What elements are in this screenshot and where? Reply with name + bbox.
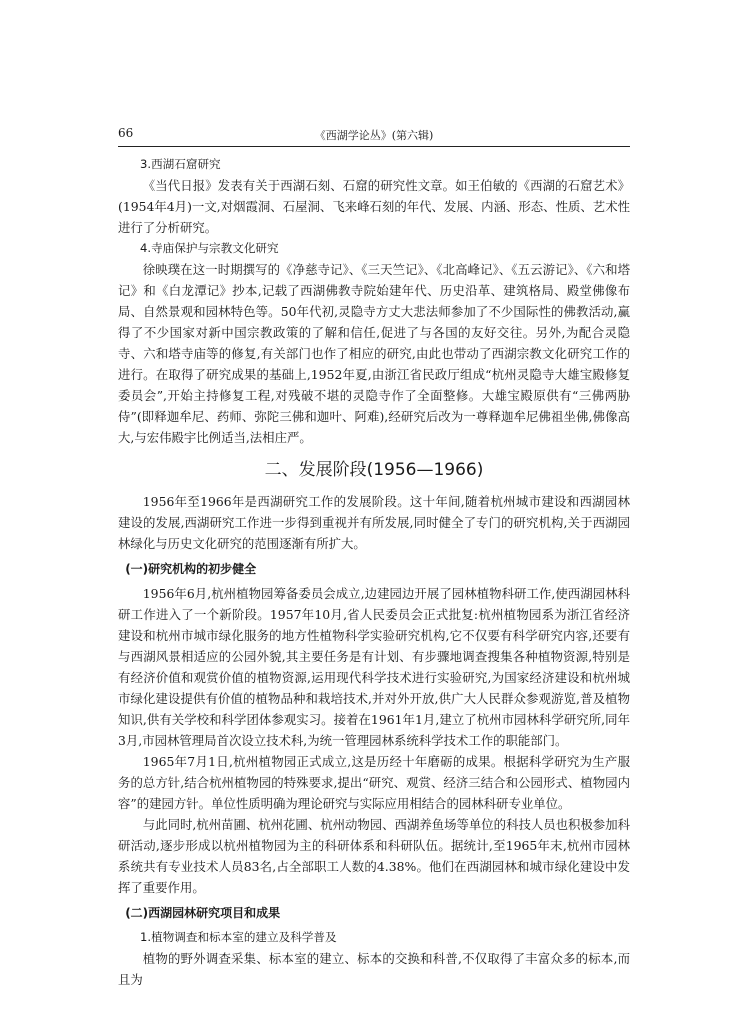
subsection-heading: 3.西湖石窟研究 (140, 157, 221, 171)
paragraph: 植物的野外调查采集、标本室的建立、标本的交换和科普,不仅取得了丰富众多的标本,而且为 (118, 951, 630, 987)
paragraph: 徐映璞在这一时期撰写的《净慈寺记》、《三天竺记》、《北高峰记》、《五云游记》、《六和塔记》和《白龙潭记》抄本,记载了西湖佛教寺院始建年代、历史沿革、建筑格局、殿堂佛像布局、自然景观和园林特色等。50年代初,灵隐寺方丈大悲法师参加了不少国际性的佛教活动,赢得了不少国家对新中国宗教政策的了解和信任,促进了与各国的友好交往。另外,为配合灵隐寺、六和塔寺庙等的修复,有关部门也作了相应的研究,由此也带动了西湖宗教文化研究工作的进行。在取得了研究成果的基础上,1952年夏,由浙江省民政厅组成“杭州灵隐寺大雄宝殿修复委员会”,开始主持修复工程,对残破不堪的灵隐寺作了全面整修。大雄宝殿原供有“三佛两胁侍”(即释迦牟尼、药师、弥陀三佛和迦叶、阿难),经研究后改为一尊释迦牟尼佛祖坐佛,佛像高大,与宏伟殿宇比例适当,法相庄严。 (118, 262, 630, 445)
paragraph: 1956年至1966年是西湖研究工作的发展阶段。这十年间,随着杭州城市建设和西湖园林建设的发展,西湖研究工作进一步得到重视并有所发展,同时健全了专门的研究机构,关于西湖园林绿化与历史文化研究的范围逐渐有所扩大。 (118, 494, 630, 551)
section-heading: (一)研究机构的初步健全 (125, 562, 257, 576)
page-header (118, 126, 630, 147)
paragraph: 与此同时,杭州苗圃、杭州花圃、杭州动物园、西湖养鱼场等单位的科技人员也积极参加科研活动,逐步形成以杭州植物园为主的科研体系和科研队伍。据统计,至1965年末,杭州市园林系统共有专业技术人员83名,占全部职工人数的4.38%。他们在西湖园林和城市绿化建设中发挥了重要作用。 (118, 817, 630, 895)
section-title: 二、发展阶段(1956—1966) (264, 460, 484, 480)
paragraph: 1956年6月,杭州植物园筹备委员会成立,边建园边开展了园林植物科研工作,使西湖园林科研工作进入了一个新阶段。1957年10月,省人民委员会正式批复:杭州植物园系为浙江省经济建设和杭州市城市绿化服务的地方性植物科学实验研究机构,它不仅要有科学研究内容,还要有与西湖风景相适应的公园外貌,其主要任务是有计划、有步骤地调查搜集各种植物资源,特别是有经济价值和观赏价值的植物资源,运用现代科学技术进行实验研究,为国家经济建设和杭州城市绿化建设提供有价值的植物品种和栽培技术,并对外开放,供广大人民群众参观游览,普及植物知识,供有关学校和科学团体参观实习。接着在1961年1月,建立了杭州市园林科学研究所,同年3月,市园林管理局首次设立技术科,为统一管理园林系统科学技术工作的职能部门。 (118, 586, 630, 748)
page-number: 66 (118, 126, 134, 140)
page-content (118, 154, 630, 990)
paragraph: 《当代日报》发表有关于西湖石刻、石窟的研究性文章。如王伯敏的《西湖的石窟艺术》(1954年4月)一文,对烟霞洞、石屋洞、飞来峰石刻的年代、发展、内涵、形态、性质、艺术性进行了分析研究。 (118, 178, 630, 235)
subsection-heading: 4.寺庙保护与宗教文化研究 (140, 241, 279, 255)
subsection-heading: 1.植物调查和标本室的建立及科学普及 (140, 930, 337, 944)
running-title: 《西湖学论丛》(第六辑) (314, 129, 434, 142)
paragraph: 1965年7月1日,杭州植物园正式成立,这是历经十年磨砺的成果。根据科学研究为生产服务的总方针,结合杭州植物园的特殊要求,提出“研究、观赏、经济三结合和公园形式、植物园内容”的建园方针。单位性质明确为理论研究与实际应用相结合的园林科研专业单位。 (118, 754, 630, 811)
section-heading: (二)西湖园林研究项目和成果 (125, 906, 281, 920)
